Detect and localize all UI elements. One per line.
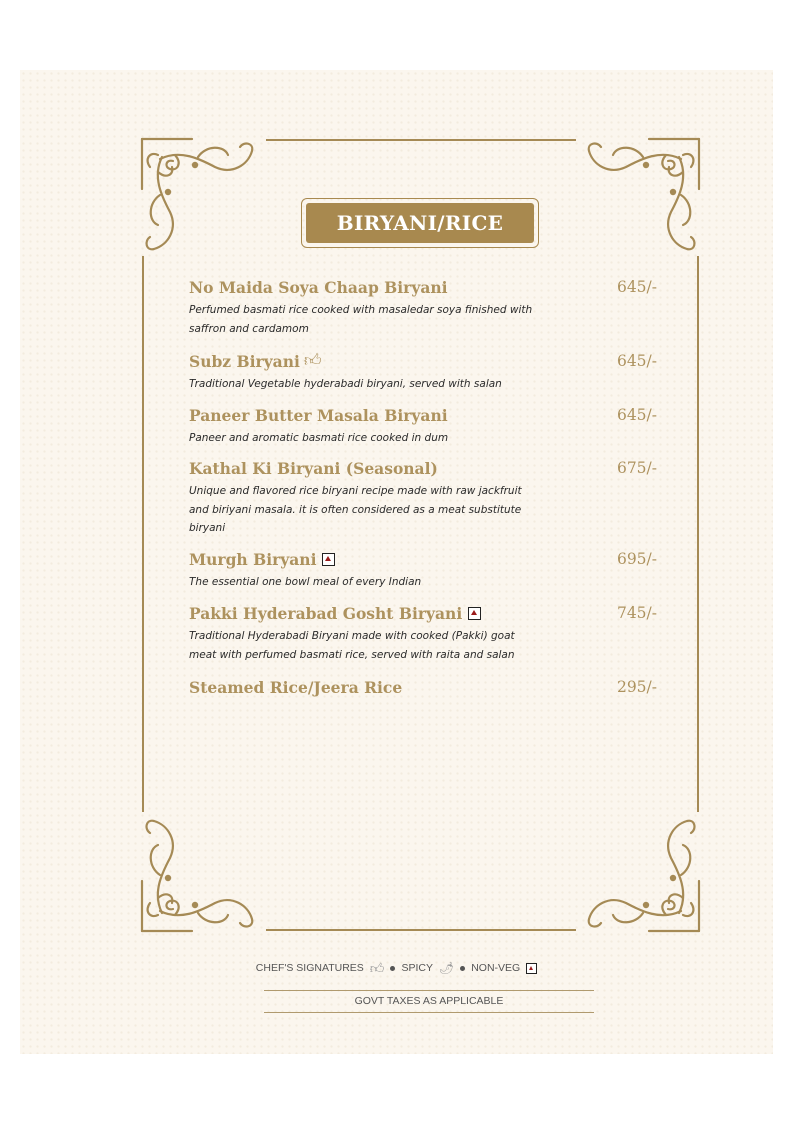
menu-item [189, 350, 657, 394]
menu-item-name: Subz Biryani [189, 351, 300, 371]
menu-item-name: Steamed Rice/Jeera Rice [189, 677, 403, 697]
non-veg-icon [322, 553, 335, 566]
menu-item-description: Paneer and aromatic basmati rice cooked in dum [189, 432, 449, 444]
menu-item-price: 645/- [616, 352, 657, 370]
divider [264, 1012, 594, 1013]
tax-note: GOVT TAXES AS APPLICABLE [354, 995, 504, 1007]
frame-left-line [142, 256, 144, 812]
thumbs-up-icon: 👍︎ [303, 350, 322, 371]
corner-ornament-bottom-left [140, 815, 265, 933]
frame-bottom-line [266, 929, 576, 931]
menu-item-description: The essential one bowl meal of every Indian [189, 576, 422, 588]
legend-spicy: SPICY [401, 962, 433, 974]
menu-item-price: 695/- [616, 550, 657, 568]
section-title: BIRYANI/RICE [336, 211, 504, 235]
legend-non-veg: NON-VEG [471, 962, 521, 974]
menu-item [189, 602, 657, 664]
non-veg-icon [526, 963, 537, 974]
menu-item-description: Unique and flavored rice biryani recipe made with raw jackfruit and biriyani masala. it is often considered as a meat substitute biryani [189, 485, 522, 534]
menu-item-price: 645/- [616, 278, 657, 296]
menu-item-description: Traditional Hyderabadi Biryani made with cooked (Pakki) goat meat with perfumed basmati rice, served with raita and salan [189, 630, 515, 661]
thumbs-up-icon: 👍︎ [369, 960, 385, 976]
menu-item-description: Perfumed basmati rice cooked with masaledar soya finished with saffron and cardamom [189, 304, 533, 335]
menu-item [189, 457, 657, 538]
menu-item-name: Kathal Ki Biryani (Seasonal) [189, 458, 438, 478]
menu-item [189, 404, 657, 448]
menu-item-name: Pakki Hyderabad Gosht Biryani [189, 603, 463, 623]
menu-item-price: 295/- [616, 678, 657, 696]
legend [0, 961, 793, 975]
menu-item [189, 276, 657, 338]
legend-chefs-signatures: CHEF'S SIGNATURES [255, 962, 364, 974]
corner-ornament-bottom-right [576, 815, 701, 933]
menu-item-price: 745/- [616, 604, 657, 622]
menu-item [189, 676, 657, 698]
menu-item-price: 645/- [616, 406, 657, 424]
menu-item [189, 548, 657, 592]
menu-item-price: 675/- [616, 459, 657, 477]
bullet-dot [460, 966, 465, 971]
corner-ornament-top-left [140, 137, 265, 255]
section-title-badge [301, 198, 539, 248]
chili-icon: 🌶︎ [438, 961, 455, 975]
corner-ornament-top-right [576, 137, 701, 255]
menu-item-name: No Maida Soya Chaap Biryani [189, 277, 448, 297]
bullet-dot [390, 966, 395, 971]
menu-item-name: Murgh Biryani [189, 549, 317, 569]
menu-item-description: Traditional Vegetable hyderabadi biryani, served with salan [189, 378, 502, 390]
frame-top-line [266, 139, 576, 141]
divider [264, 990, 594, 991]
menu-item-name: Paneer Butter Masala Biryani [189, 405, 448, 425]
frame-right-line [697, 256, 699, 812]
non-veg-icon [468, 607, 481, 620]
